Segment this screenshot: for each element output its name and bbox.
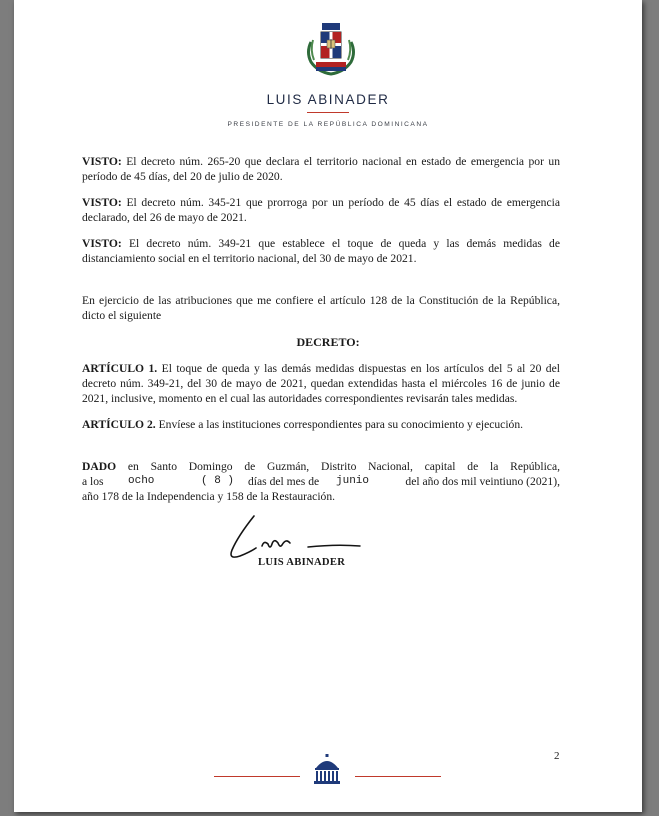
header-divider — [307, 112, 349, 113]
footer-line-right — [355, 776, 441, 777]
dado-paragraph — [82, 459, 560, 505]
footer-line-left — [214, 776, 300, 777]
article-label: ARTÍCULO 1. — [82, 362, 158, 375]
visto-text: El decreto núm. 349-21 que establece el toque de queda y las demás medidas de distanciamiento social en el territorio nacional, del 30 de mayo de 2021. — [82, 237, 560, 266]
national-palace-icon — [311, 752, 343, 786]
coat-of-arms-icon — [302, 20, 360, 78]
article-paragraph-2 — [82, 417, 560, 432]
article-text: Envíese a las instituciones correspondientes para su conocimiento y ejecución. — [158, 418, 524, 431]
dado-month-label: días del mes de — [248, 475, 320, 489]
article-paragraph-1 — [82, 361, 560, 407]
visto-text: El decreto núm. 345-21 que prorroga por un período de 45 días el estado de emergencia declarado, del 26 de mayo de 2021. — [82, 196, 560, 225]
article-label: ARTÍCULO 2. — [82, 418, 156, 431]
header-title: PRESIDENTE DE LA REPÚBLICA DOMINICANA — [227, 121, 429, 128]
article-text: El toque de queda y las demás medidas dispuestas en los artículos del 5 al 20 del decreto núm. 349-21, del 30 de mayo de 2021, quedan extendidas hasta el miércoles 16 de junio de 2021, inclusive, momento en el cual las autoridades correspondientes revisarán tales medidas. — [82, 362, 560, 406]
dado-line-3: año 178 de la Independencia y 158 de la Restauración. — [82, 490, 336, 504]
visto-label: VISTO: — [82, 196, 122, 209]
dado-year: del año dos mil veintiuno (2021), — [405, 475, 560, 489]
dado-label: DADO — [82, 460, 117, 473]
page-number: 2 — [554, 750, 560, 762]
preamble-paragraph: En ejercicio de las atribuciones que me confiere el artículo 128 de la Constitución de la República, dicto el siguiente — [82, 294, 560, 323]
decree-title: DECRETO: — [296, 335, 360, 349]
dado-line-1: en Santo Domingo de Guzmán, Distrito Nacional, capital de la República, — [127, 460, 560, 473]
visto-label: VISTO: — [82, 237, 122, 250]
dado-day-word: ocho — [128, 475, 155, 488]
visto-paragraph-2 — [82, 195, 560, 225]
visto-paragraph-3 — [82, 236, 560, 266]
document-page — [14, 0, 642, 812]
dado-month: junio — [336, 475, 370, 488]
visto-text: El decreto núm. 265-20 que declara el territorio nacional en estado de emergencia por un período de 45 días, del 20 de julio de 2020. — [82, 155, 560, 184]
dado-day-number: ( 8 ) — [201, 475, 235, 488]
visto-label: VISTO: — [82, 155, 122, 168]
visto-paragraph-1 — [82, 154, 560, 184]
dado-a-los: a los — [82, 475, 104, 489]
header-name: LUIS ABINADER — [266, 92, 390, 107]
signature-name: LUIS ABINADER — [258, 557, 346, 568]
